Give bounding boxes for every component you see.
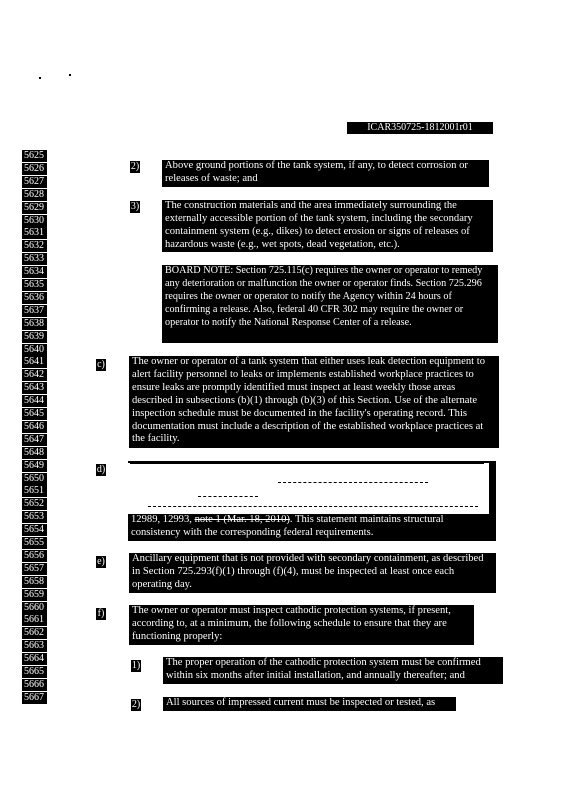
line-number: 5627 [22, 176, 47, 188]
line-number: 5625 [22, 150, 47, 162]
subsection-c: The owner or operator of a tank system that either uses leak detection equipment to alert facility personnel to leaks or implements established workplace practices to ensure leaks are promptly identified must inspect at least weekly those areas described in subsections (b)(1) through (b)(3) of this Section. Use of the alternate inspection schedule must be documented in the facility's operating record. This documentation must include a description of the established workplace practices at the facility. [129, 356, 499, 448]
line-number: 5652 [22, 498, 47, 510]
line-number: 5665 [22, 666, 47, 678]
line-number: 5631 [22, 227, 47, 239]
subsection-marker: e) [97, 556, 105, 567]
subsection-e: Ancillary equipment that is not provided with secondary containment, as described in Section 725.293(f)(1) through (f)(4), must be inspected at least once each operating day. [129, 553, 496, 593]
line-number: 5647 [22, 434, 47, 446]
subsection-d-text: . This statement maintains structural consistency with the corresponding federal requirements. [131, 514, 444, 538]
item-marker: 1) [131, 660, 141, 671]
line-number: 5639 [22, 331, 47, 343]
line-number: 5640 [22, 344, 47, 356]
line-number: 5659 [22, 589, 47, 601]
line-number: 5641 [22, 356, 47, 368]
paragraph-item-2: Above ground portions of the tank system, if any, to detect corrosion or releases of waste; and [162, 160, 489, 187]
line-number: 5629 [22, 202, 47, 214]
line-number: 5642 [22, 369, 47, 381]
paragraph-f2: All sources of impressed current must be inspected or tested, as [163, 697, 456, 711]
line-number: 5644 [22, 395, 47, 407]
redacted-region [128, 463, 489, 514]
subsection-f: The owner or operator must inspect cathodic protection systems, if present, according to, at a minimum, the following schedule to ensure that they are functioning properly: [129, 605, 474, 645]
line-number: 5661 [22, 614, 47, 626]
line-number: 5645 [22, 408, 47, 420]
line-number: 5635 [22, 279, 47, 291]
paragraph-item-3: The construction materials and the area immediately surrounding the externally accessible portion of the tank system, including the secondary containment system (e.g., dikes) to detect erosion or signs of releases of hazardous waste (e.g., wet spots, dead vegetation, etc.). [162, 200, 493, 252]
citation-text: 12989, 12993, [131, 514, 195, 525]
item-marker: 3) [130, 201, 140, 212]
line-number: 5666 [22, 679, 47, 691]
line-number: 5664 [22, 653, 47, 665]
line-number: 5651 [22, 485, 47, 497]
document-code: ICAR350725-1812001r01 [347, 122, 493, 134]
paragraph-f1: The proper operation of the cathodic protection system must be confirmed within six months after initial installation, and annually thereafter; and [163, 657, 503, 684]
item-marker: 2) [131, 699, 141, 710]
line-number: 5632 [22, 240, 47, 252]
struck-citation: note 1 (Mar. 18, 2010) [194, 514, 290, 525]
subsection-marker: f) [97, 608, 105, 619]
line-number: 5638 [22, 318, 47, 330]
line-number: 5654 [22, 524, 47, 536]
line-number: 5646 [22, 421, 47, 433]
line-number: 5648 [22, 447, 47, 459]
line-number: 5650 [22, 473, 47, 485]
line-number: 5658 [22, 576, 47, 588]
line-number: 5636 [22, 292, 47, 304]
line-number: 5660 [22, 602, 47, 614]
line-number: 5630 [22, 215, 47, 227]
line-number: 5663 [22, 640, 47, 652]
line-number: 5634 [22, 266, 47, 278]
board-note: BOARD NOTE: Section 725.115(c) requires the owner or operator to remedy any deterioration or malfunction the owner or operator finds. Section 725.296 requires the owner or operator to notify the Agency within 24 hours of confirming a release. Also, federal 40 CFR 302 may require the owner or operator to notify the National Response Center of a release. [162, 265, 498, 343]
line-number: 5657 [22, 563, 47, 575]
line-number: 5662 [22, 627, 47, 639]
line-number: 5653 [22, 511, 47, 523]
scan-speck [39, 77, 41, 79]
line-number: 5655 [22, 537, 47, 549]
line-number: 5637 [22, 305, 47, 317]
line-number: 5667 [22, 692, 47, 704]
subsection-marker: c) [97, 359, 105, 370]
line-number: 5628 [22, 189, 47, 201]
subsection-marker: d) [96, 464, 106, 475]
line-number: 5626 [22, 163, 47, 175]
scan-speck [69, 74, 71, 76]
line-number: 5643 [22, 382, 47, 394]
line-number: 5649 [22, 460, 47, 472]
item-marker: 2) [130, 161, 140, 172]
line-number: 5633 [22, 253, 47, 265]
line-number: 5656 [22, 550, 47, 562]
